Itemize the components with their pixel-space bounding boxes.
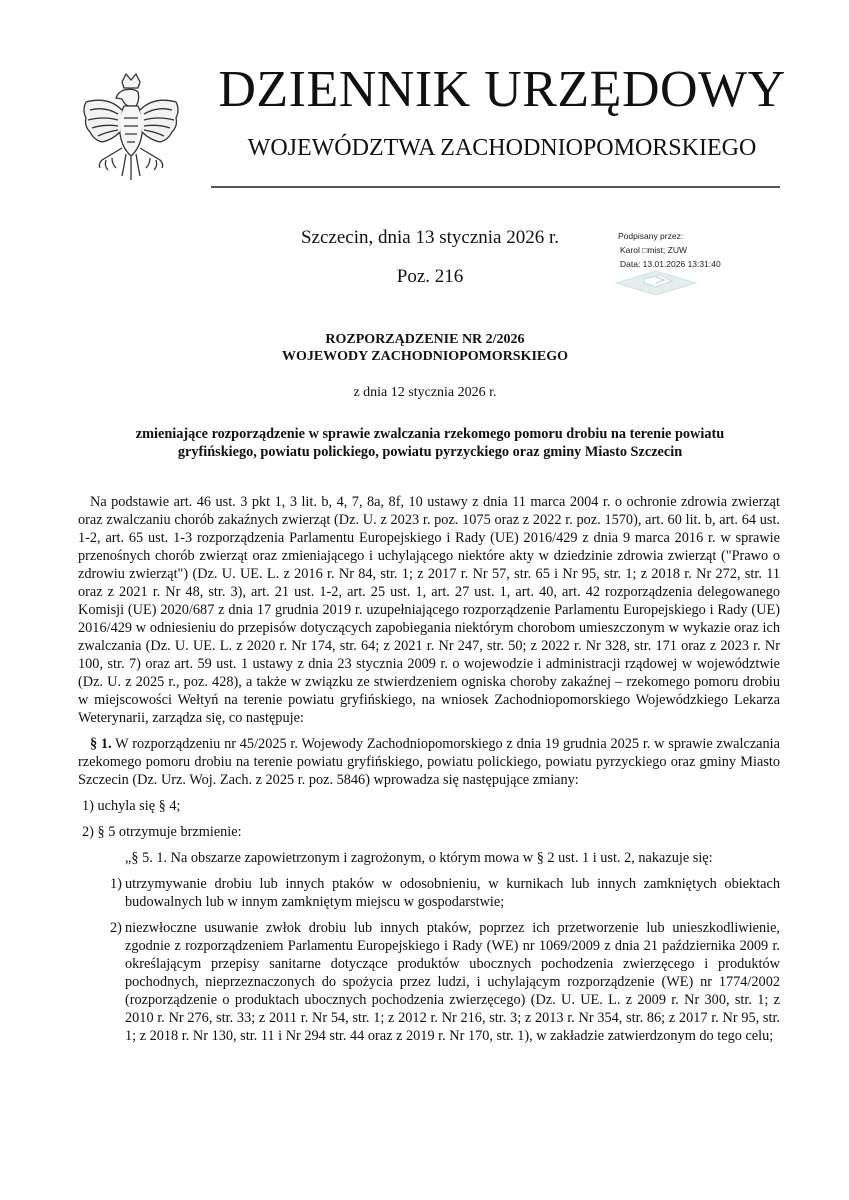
signature-date: Data: 13.01.2026 13:31:40 [620, 259, 721, 269]
quoted-subitem-2 [78, 919, 780, 1045]
act-title [100, 331, 750, 365]
amendment-item-1: 1) uchyla się § 4; [82, 798, 181, 814]
journal-title: DZIENNIK URZĘDOWY [218, 61, 786, 118]
white-eagle-emblem-icon [72, 68, 190, 186]
masthead-divider [211, 186, 780, 188]
signature-validity-icon [614, 269, 698, 297]
paragraph-1 [78, 735, 780, 789]
act-subject-line-2: gryfińskiego, powiatu polickiego, powiatu pyrzyckiego oraz gminy Miasto Szczecin [177, 444, 683, 460]
act-body [78, 493, 780, 1045]
subitem-text: utrzymywanie drobiu lub innych ptaków w odosobnieniu, w kurnikach lub innych zamkniętych obiektach budowalnych lub w innym zamkniętym miejscu w gospodarstwie; [125, 876, 780, 910]
subitem-text: niezwłoczne usuwanie zwłok drobiu lub innych ptaków, poprzez ich przetworzenie lub unieszkodliwienie, zgodnie z rozporządzeniem Parlamentu Europejskiego i Rady (WE) nr 1069/2009 z dnia 21 października 2009 r. określającym przepisy sanitarne dotyczące produktów ubocznych pochodzenia zwierzęcego i produktów pochodnych, nieprzeznaczonych do spożycia przez ludzi, i uchylającym rozporządzenie (WE) nr 1774/2002 (rozporządzenie o produktach ubocznych pochodzenia zwierzęcego) (Dz. U. UE. L. z 2009 r. Nr 300, str. 1; z 2010 r. Nr 276, str. 33; z 2011 r. Nr 54, str. 1; z 2012 r. Nr 216, str. 3; z 2013 r. Nr 354, str. 86; z 2017 r. Nr 95, str. 1; z 2018 r. Nr 130, str. 11 i Nr 294 str. 44 oraz z 2019 r. Nr 170, str. 1), w zakładzie zatwierdzonym do tego celu; [125, 920, 780, 1044]
signature-label: Podpisany przez: [618, 231, 684, 241]
subitem-number: 1) [110, 876, 122, 892]
act-subject-line-1: zmieniające rozporządzenie w sprawie zwalczania rzekomego pomoru drobiu na terenie powiatu [135, 426, 725, 442]
paragraph-1-sign: § 1. [90, 736, 112, 752]
issue-position: Poz. 216 [396, 266, 464, 287]
signature-signer: Karol □mist; ZUW [620, 245, 687, 255]
preamble: Na podstawie art. 46 ust. 3 pkt 1, 3 lit. b, 4, 7, 8a, 8f, 10 ustawy z dnia 11 marca 2004 r. o ochronie zdrowia zwierząt oraz zwalczaniu chorób zakaźnych zwierząt (Dz. U. z 2023 r. poz. 1075 oraz z 2022 r. poz. 1570), art. 60 lit. b, art. 64 ust. 1-2, art. 65 ust. 1-3 rozporządzenia Parlamentu Europejskiego i Rady (UE) 2016/429 z dnia 9 marca 2016 r. w sprawie przenośnych chorób zwierząt oraz zmieniającego i uchylającego niektóre akty w dziedzinie zdrowia zwierząt ("Prawo o zdrowiu zwierząt") (Dz. U. UE. L. z 2016 r. Nr 84, str. 1; z 2017 r. Nr 57, str. 65 i Nr 95, str. 1; z 2018 r. Nr 272, str. 11 oraz z 2021 r. Nr 48, str. 3), art. 21 ust. 1-2, art. 25 ust. 1, art. 27 ust. 1, art. 40, art. 42 rozporządzenia delegowanego Komisji (UE) 2020/687 z dnia 17 grudnia 2019 r. uzupełniającego rozporządzenie Parlamentu Europejskiego i Rady (UE) 2016/429 w odniesieniu do przepisów dotyczących zapobiegania niektórym chorobom umieszczonym w wykazie oraz ich zwalczania (Dz. U. UE. L. z 2020 r. Nr 174, str. 64; z 2021 r. Nr 247, str. 50; z 2022 r. Nr 328, str. 171 oraz z 2023 r. Nr 100, str. 7) oraz art. 59 ust. 1 ustawy z dnia 23 stycznia 2009 r. o wojewodzie i administracji rządowej w województwie (Dz. U. z 2025 r., poz. 428), a także w związku ze stwierdzeniem ogniska choroby zakaźnej – rzekomego pomoru drobiu w miejscowości Wełtyń na terenie powiatu gryfińskiego, na wniosek Zachodniopomorskiego Wojewódzkiego Lekarza Weterynarii, zarządza się, co następuje: [78, 494, 780, 726]
quoted-paragraph-intro: „§ 5. 1. Na obszarze zapowietrzonym i zagrożonym, o którym mowa w § 2 ust. 1 i ust. 2, nakazuje się: [125, 850, 713, 866]
subitem-number: 2) [110, 920, 122, 936]
digital-signature-block[interactable] [618, 229, 721, 271]
issue-place-date: Szczecin, dnia 13 stycznia 2026 r. [300, 227, 559, 248]
act-date: z dnia 12 stycznia 2026 r. [353, 385, 497, 400]
act-title-line-2: WOJEWODY ZACHODNIOPOMORSKIEGO [281, 349, 569, 364]
quoted-subitem-1 [78, 875, 780, 911]
paragraph-1-text: W rozporządzeniu nr 45/2025 r. Wojewody Zachodniopomorskiego z dnia 19 grudnia 2025 r. w sprawie zwalczania rzekomego pomoru drobiu na terenie powiatu gryfińskiego, powiatu polickiego, powiatu pyrzyckiego oraz gminy Miasto Szczecin (Dz. Urz. Woj. Zach. z 2025 r. poz. 5846) wprowadza się następujące zmiany: [78, 736, 780, 788]
journal-subtitle: WOJEWÓDZTWA ZACHODNIOPOMORSKIEGO [247, 135, 757, 161]
act-title-line-1: ROZPORZĄDZENIE NR 2/2026 [325, 332, 525, 347]
act-subject [80, 425, 780, 461]
amendment-item-2: 2) § 5 otrzymuje brzmienie: [82, 824, 242, 840]
